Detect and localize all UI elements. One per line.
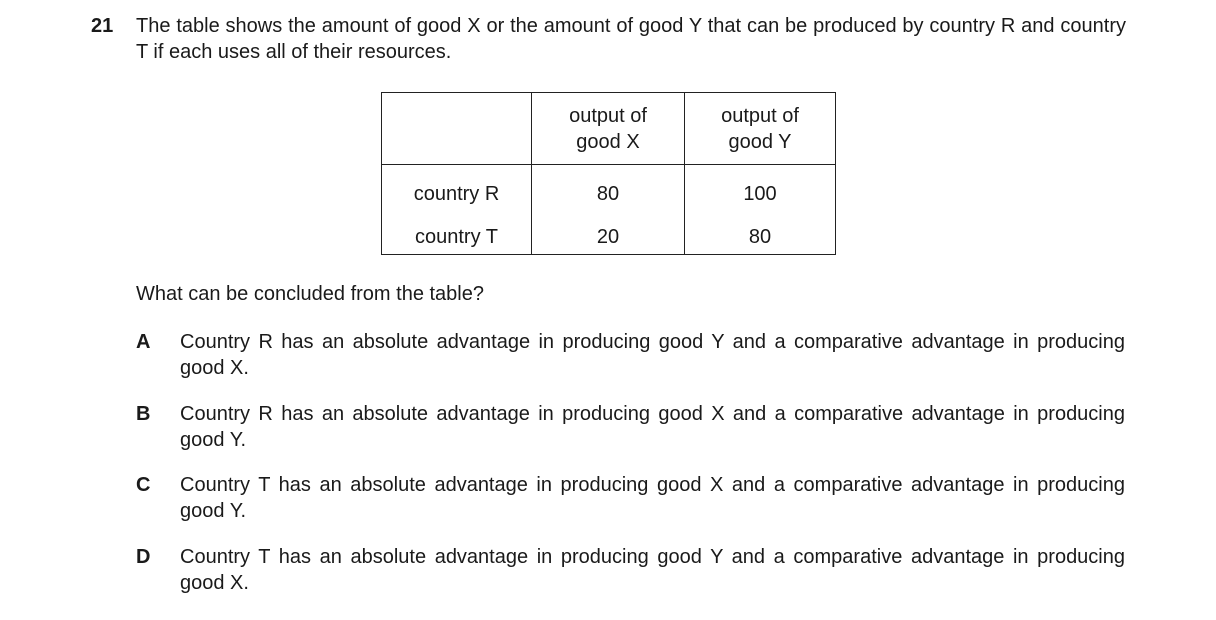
- row-label: country T: [382, 221, 532, 255]
- option-text: Country T has an absolute advantage in producing good X and a comparative advantage in producing good Y.: [180, 474, 1125, 522]
- cell-value: 80: [685, 221, 836, 255]
- header-line: good X: [576, 130, 640, 153]
- cell-value: 80: [532, 165, 685, 222]
- table-row: [382, 221, 836, 255]
- option-text: Country R has an absolute advantage in producing good X and a comparative advantage in producing good Y.: [180, 403, 1125, 451]
- header-cell-good-y: [685, 93, 836, 165]
- option-letter: C: [136, 474, 151, 496]
- header-line: good Y: [728, 130, 792, 153]
- option-letter: D: [136, 546, 151, 568]
- option-letter: B: [136, 403, 151, 425]
- option-text: Country T has an absolute advantage in producing good Y and a comparative advantage in producing good X.: [180, 546, 1125, 594]
- header-line: output of: [721, 104, 799, 127]
- option-letter: A: [136, 331, 151, 353]
- cell-value: 20: [532, 221, 685, 255]
- output-table: [381, 92, 836, 255]
- question-stem: The table shows the amount of good X or the amount of good Y that can be produced by country R and country T if each uses all of their resources.: [136, 15, 1126, 63]
- row-label: country R: [382, 165, 532, 222]
- question-prompt: What can be concluded from the table?: [136, 283, 484, 305]
- header-cell-good-x: [532, 93, 685, 165]
- header-cell-empty: [382, 93, 532, 165]
- table-row: [382, 165, 836, 222]
- question-number: 21: [91, 15, 114, 37]
- table-header-row: [382, 93, 836, 165]
- option-text: Country R has an absolute advantage in producing good Y and a comparative advantage in producing good X.: [180, 331, 1125, 379]
- cell-value: 100: [685, 165, 836, 222]
- header-line: output of: [569, 104, 647, 127]
